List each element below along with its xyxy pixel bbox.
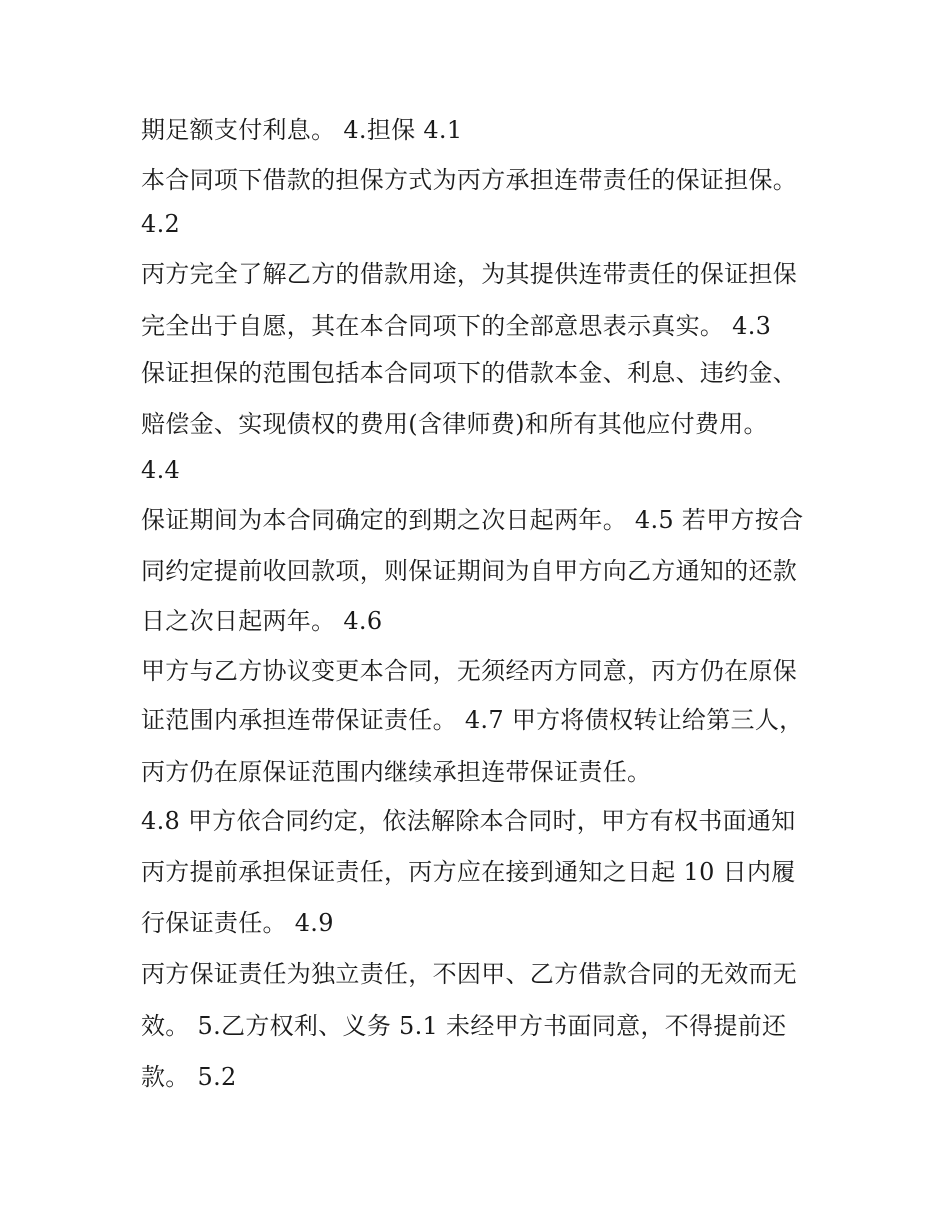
text-line: 4.2: [141, 210, 181, 238]
text-line: 保证担保的范围包括本合同项下的借款本金、利息、违约金、: [141, 359, 798, 387]
text-line: 完全出于自愿，其在本合同项下的全部意思表示真实。 4.3: [141, 312, 772, 340]
text-line: 赔偿金、实现债权的费用(含律师费)和所有其他应付费用。: [141, 410, 768, 438]
text-line: 丙方仍在原保证范围内继续承担连带保证责任。: [141, 758, 652, 786]
text-line: 款。 5.2: [141, 1063, 237, 1091]
text-line: 行保证责任。 4.9: [141, 909, 334, 937]
text-line: 效。 5.乙方权利、义务 5.1 未经甲方书面同意，不得提前还: [141, 1012, 787, 1040]
text-line: 日之次日起两年。 4.6: [141, 607, 383, 635]
text-line: 期足额支付利息。 4.担保 4.1: [141, 116, 463, 144]
text-line: 本合同项下借款的担保方式为丙方承担连带责任的保证担保。: [141, 166, 798, 194]
text-line: 丙方保证责任为独立责任，不因甲、乙方借款合同的无效而无: [141, 960, 798, 988]
text-line: 丙方提前承担保证责任，丙方应在接到通知之日起 10 日内履: [141, 858, 796, 886]
text-line: 甲方与乙方协议变更本合同，无须经丙方同意，丙方仍在原保: [141, 657, 798, 685]
text-line: 保证期间为本合同确定的到期之次日起两年。 4.5 若甲方按合: [141, 506, 804, 534]
text-line: 证范围内承担连带保证责任。 4.7 甲方将债权转让给第三人，: [141, 706, 804, 734]
text-line: 4.8 甲方依合同约定，依法解除本合同时，甲方有权书面通知: [141, 807, 796, 835]
text-line: 丙方完全了解乙方的借款用途，为其提供连带责任的保证担保: [141, 260, 798, 288]
text-line: 4.4: [141, 456, 181, 484]
text-line: 同约定提前收回款项，则保证期间为自甲方向乙方通知的还款: [141, 557, 798, 585]
